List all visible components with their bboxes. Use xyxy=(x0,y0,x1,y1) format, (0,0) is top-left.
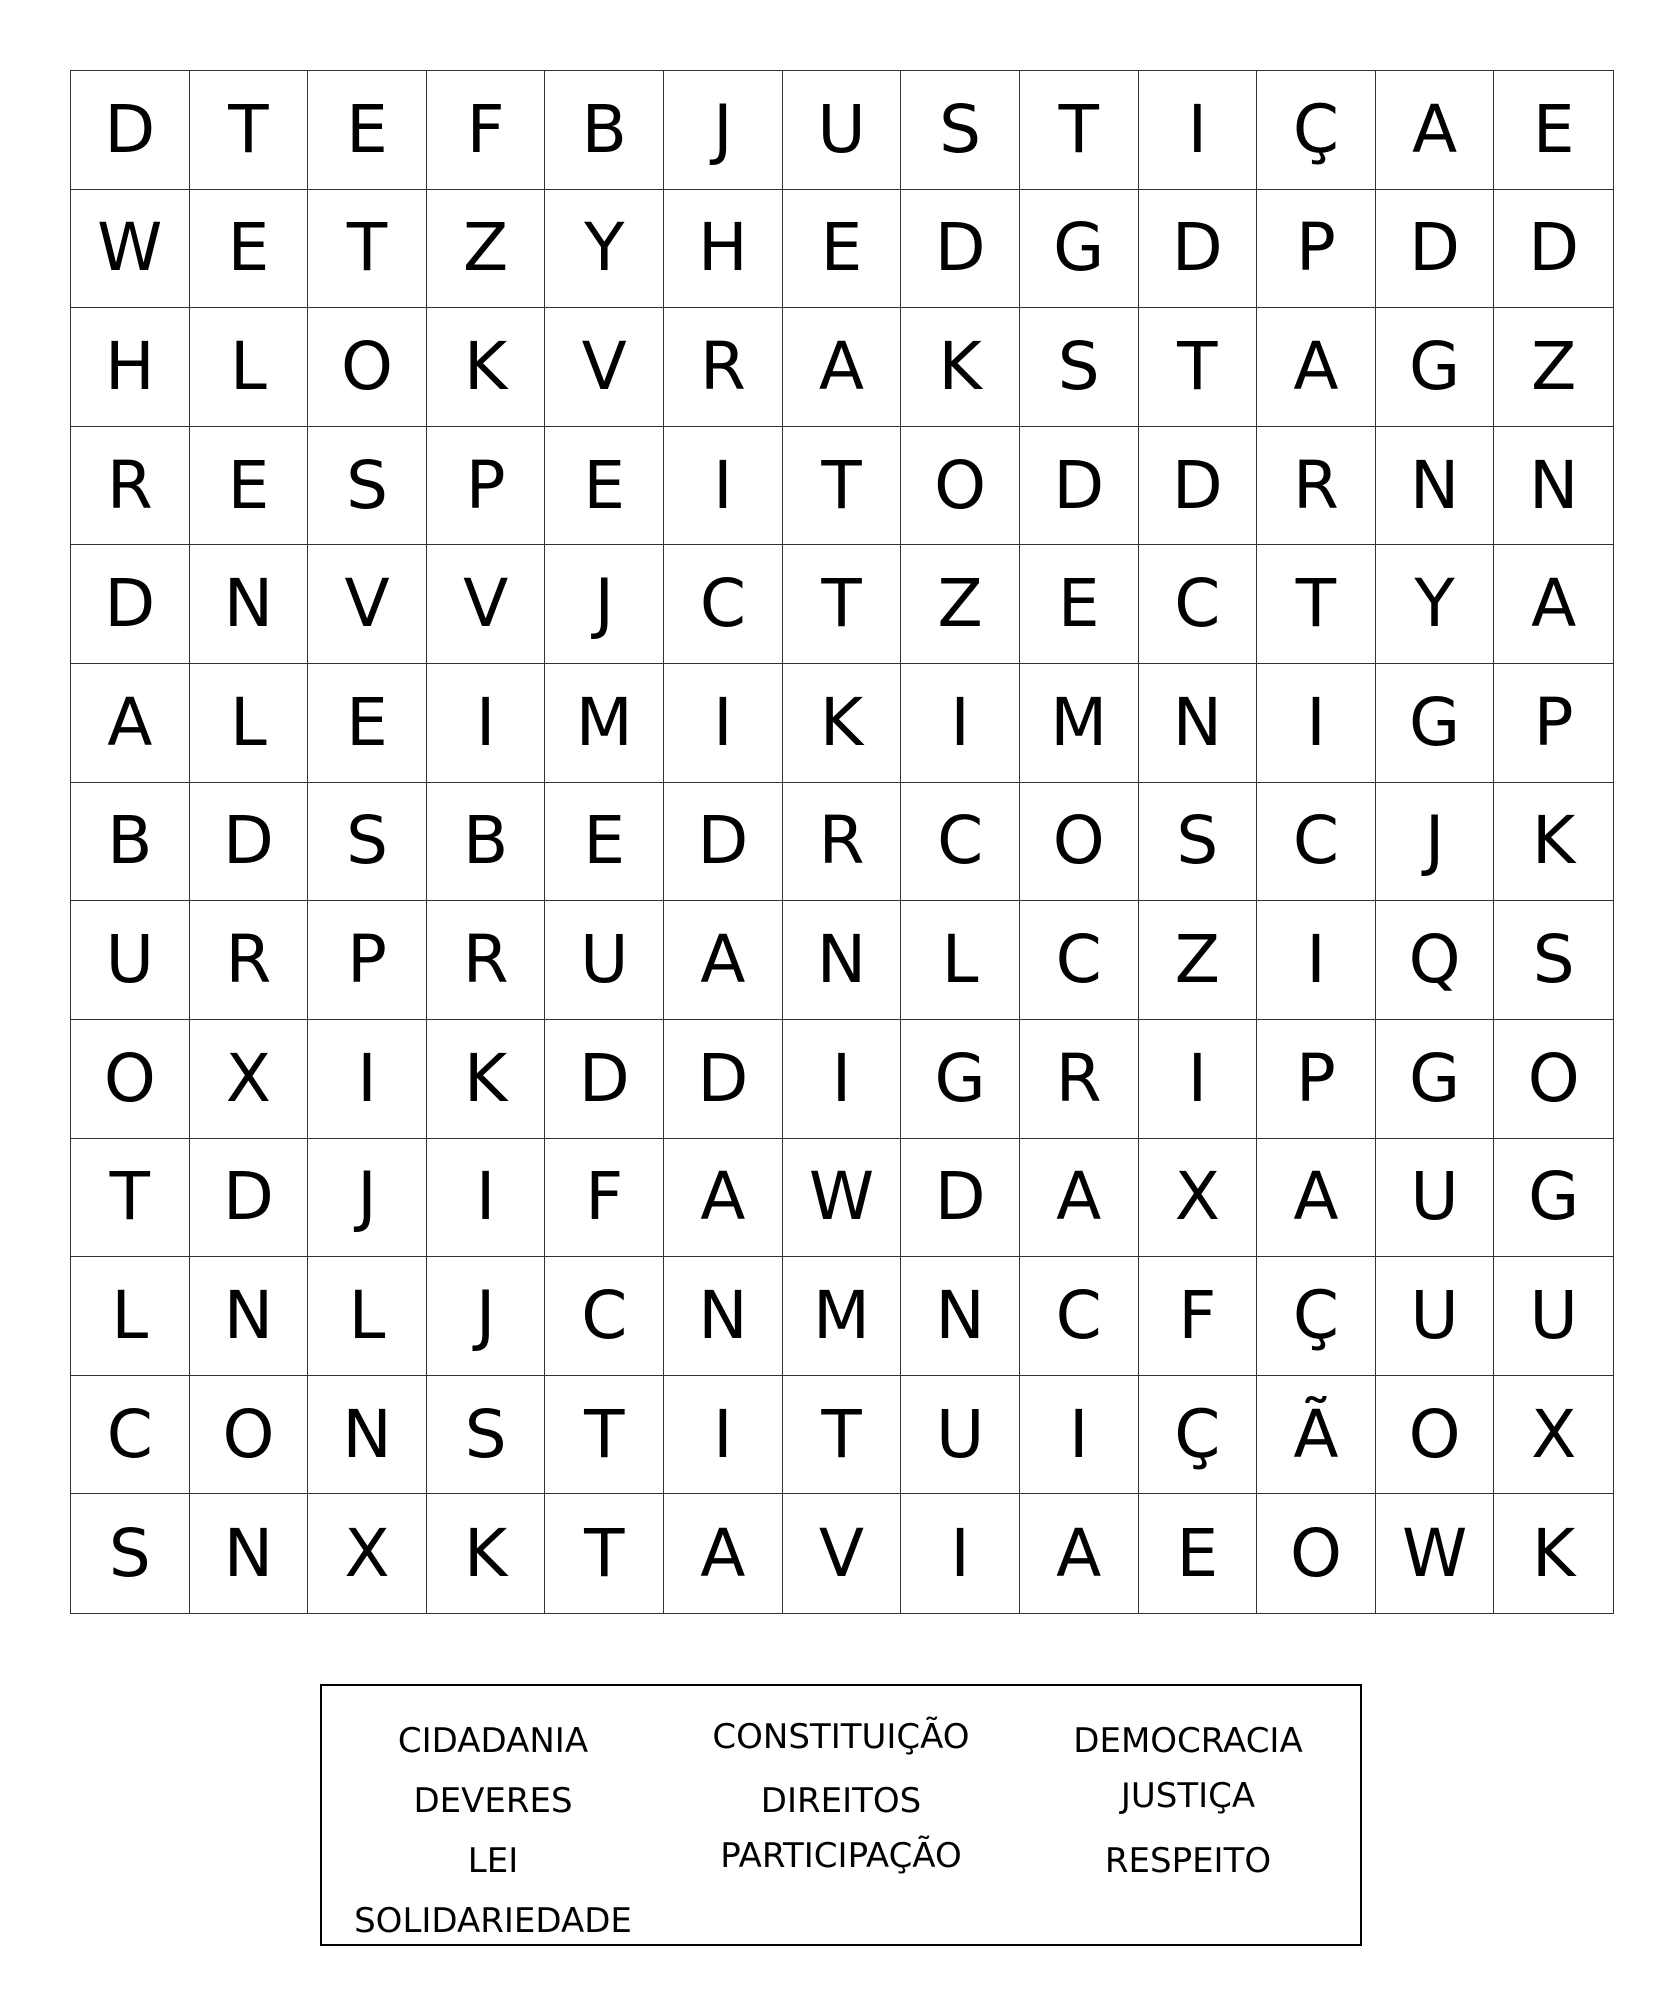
grid-cell[interactable]: S xyxy=(71,1494,190,1613)
grid-cell[interactable]: A xyxy=(71,664,190,783)
grid-cell[interactable]: T xyxy=(1257,545,1376,664)
grid-cell[interactable]: U xyxy=(1376,1257,1495,1376)
grid-cell[interactable]: V xyxy=(783,1494,902,1613)
grid-cell[interactable]: C xyxy=(71,1376,190,1495)
grid-cell[interactable]: I xyxy=(308,1020,427,1139)
grid-cell[interactable]: I xyxy=(427,664,546,783)
grid-cell[interactable]: L xyxy=(308,1257,427,1376)
grid-cell[interactable]: T xyxy=(1139,308,1258,427)
grid-cell[interactable]: D xyxy=(545,1020,664,1139)
grid-cell[interactable]: A xyxy=(1020,1139,1139,1258)
grid-cell[interactable]: E xyxy=(1020,545,1139,664)
grid-cell[interactable]: D xyxy=(1376,190,1495,309)
grid-cell[interactable]: R xyxy=(427,901,546,1020)
grid-cell[interactable]: Y xyxy=(1376,545,1495,664)
grid-cell[interactable]: J xyxy=(427,1257,546,1376)
grid-cell[interactable]: Ç xyxy=(1257,71,1376,190)
grid-cell[interactable]: I xyxy=(1139,1020,1258,1139)
grid-cell[interactable]: I xyxy=(783,1020,902,1139)
grid-cell[interactable]: I xyxy=(427,1139,546,1258)
grid-cell[interactable]: A xyxy=(664,1139,783,1258)
grid-cell[interactable]: D xyxy=(71,545,190,664)
grid-cell[interactable]: B xyxy=(71,783,190,902)
grid-cell[interactable]: C xyxy=(1139,545,1258,664)
grid-cell[interactable]: T xyxy=(783,427,902,546)
grid-cell[interactable]: K xyxy=(783,664,902,783)
grid-cell[interactable]: I xyxy=(1020,1376,1139,1495)
grid-cell[interactable]: I xyxy=(1139,71,1258,190)
word-bank-item: DEMOCRACIA xyxy=(1073,1721,1303,1761)
grid-cell[interactable]: A xyxy=(1494,545,1613,664)
grid-cell[interactable]: C xyxy=(664,545,783,664)
grid-cell[interactable]: O xyxy=(1376,1376,1495,1495)
grid-cell[interactable]: Y xyxy=(545,190,664,309)
grid-cell[interactable]: J xyxy=(664,71,783,190)
grid-cell[interactable]: B xyxy=(545,71,664,190)
word-bank-item: RESPEITO xyxy=(1104,1841,1272,1881)
grid-cell[interactable]: N xyxy=(308,1376,427,1495)
grid-cell[interactable]: C xyxy=(545,1257,664,1376)
grid-cell[interactable]: U xyxy=(1494,1257,1613,1376)
grid-cell[interactable]: O xyxy=(190,1376,309,1495)
grid-cell[interactable]: D xyxy=(190,1139,309,1258)
grid-cell[interactable]: E xyxy=(1139,1494,1258,1613)
grid-cell[interactable]: E xyxy=(190,427,309,546)
grid-cell[interactable]: R xyxy=(71,427,190,546)
grid-cell[interactable]: V xyxy=(427,545,546,664)
grid-cell[interactable]: U xyxy=(901,1376,1020,1495)
grid-cell[interactable]: S xyxy=(1020,308,1139,427)
grid-cell[interactable]: E xyxy=(308,664,427,783)
grid-cell[interactable]: U xyxy=(1376,1139,1495,1258)
grid-cell[interactable]: T xyxy=(1020,71,1139,190)
grid-cell[interactable]: D xyxy=(901,1139,1020,1258)
grid-cell[interactable]: N xyxy=(783,901,902,1020)
grid-cell[interactable]: D xyxy=(1139,190,1258,309)
grid-cell[interactable]: J xyxy=(545,545,664,664)
grid-cell[interactable]: R xyxy=(190,901,309,1020)
grid-cell[interactable]: O xyxy=(1257,1494,1376,1613)
grid-cell[interactable]: H xyxy=(664,190,783,309)
grid-cell[interactable]: K xyxy=(427,1494,546,1613)
grid-cell[interactable]: Z xyxy=(1494,308,1613,427)
grid-cell[interactable]: M xyxy=(1020,664,1139,783)
grid-cell[interactable]: B xyxy=(427,783,546,902)
grid-cell[interactable]: Z xyxy=(427,190,546,309)
grid-cell[interactable]: D xyxy=(1020,427,1139,546)
grid-cell[interactable]: F xyxy=(1139,1257,1258,1376)
grid-cell[interactable]: S xyxy=(901,71,1020,190)
grid-cell[interactable]: L xyxy=(190,308,309,427)
grid-cell[interactable]: N xyxy=(664,1257,783,1376)
word-bank-item: CONSTITUIÇÃO xyxy=(712,1717,970,1757)
grid-cell[interactable]: U xyxy=(71,901,190,1020)
grid-cell[interactable]: I xyxy=(664,664,783,783)
grid-cell[interactable]: U xyxy=(783,71,902,190)
grid-cell[interactable]: F xyxy=(545,1139,664,1258)
grid-cell[interactable]: T xyxy=(545,1376,664,1495)
grid-cell[interactable]: F xyxy=(427,71,546,190)
grid-cell[interactable]: E xyxy=(783,190,902,309)
grid-cell[interactable]: D xyxy=(190,783,309,902)
grid-cell[interactable]: G xyxy=(1376,308,1495,427)
grid-cell[interactable]: L xyxy=(901,901,1020,1020)
grid-cell[interactable]: A xyxy=(664,901,783,1020)
grid-cell[interactable]: K xyxy=(1494,783,1613,902)
grid-cell[interactable]: O xyxy=(1494,1020,1613,1139)
grid-cell[interactable]: H xyxy=(71,308,190,427)
grid-cell[interactable]: X xyxy=(1139,1139,1258,1258)
grid-cell[interactable]: K xyxy=(1532,1514,1576,1592)
grid-cell[interactable]: V xyxy=(545,308,664,427)
word-bank-item: SOLIDARIEDADE xyxy=(354,1901,632,1941)
word-bank xyxy=(320,1684,1362,1946)
grid-cell[interactable]: U xyxy=(545,901,664,1020)
grid-cell[interactable]: D xyxy=(664,783,783,902)
grid-cell[interactable]: Z xyxy=(901,545,1020,664)
grid-cell[interactable]: I xyxy=(901,664,1020,783)
grid-cell[interactable]: Ç xyxy=(1139,1376,1258,1495)
grid-cell[interactable]: E xyxy=(545,783,664,902)
grid-cell[interactable]: O xyxy=(308,308,427,427)
grid-cell[interactable]: M xyxy=(545,664,664,783)
grid-cell[interactable]: G xyxy=(1376,1020,1495,1139)
grid-cell[interactable]: O xyxy=(1020,783,1139,902)
word-bank-item: DIREITOS xyxy=(760,1781,922,1821)
grid-cell[interactable]: P xyxy=(1494,664,1613,783)
grid-cell[interactable]: X xyxy=(1494,1376,1613,1495)
grid-cell[interactable]: T xyxy=(783,545,902,664)
grid-cell[interactable]: D xyxy=(664,1020,783,1139)
grid-cell[interactable]: O xyxy=(901,427,1020,546)
word-bank-item: LEI xyxy=(467,1841,519,1881)
grid-cell[interactable]: N xyxy=(1376,427,1495,546)
grid-cell[interactable]: I xyxy=(664,1376,783,1495)
grid-cell[interactable]: C xyxy=(901,783,1020,902)
grid-cell[interactable]: P xyxy=(1257,190,1376,309)
grid-cell[interactable]: T xyxy=(545,1494,664,1613)
grid-cell[interactable]: D xyxy=(1139,427,1258,546)
grid-cell[interactable]: A xyxy=(1257,308,1376,427)
grid-cell[interactable]: Q xyxy=(1376,901,1495,1020)
grid-cell[interactable]: M xyxy=(783,1257,902,1376)
grid-cell[interactable]: N xyxy=(1494,427,1613,546)
word-search-grid xyxy=(70,70,1614,1614)
grid-cell[interactable]: K xyxy=(901,308,1020,427)
grid-cell[interactable]: E xyxy=(190,190,309,309)
grid-cell[interactable]: R xyxy=(664,308,783,427)
grid-cell[interactable]: G xyxy=(1494,1139,1613,1258)
grid-cell[interactable]: T xyxy=(308,190,427,309)
grid-cell[interactable]: S xyxy=(1139,783,1258,902)
grid-cell[interactable]: G xyxy=(901,1020,1020,1139)
grid-cell[interactable]: P xyxy=(308,901,427,1020)
grid-cell[interactable]: A xyxy=(1376,71,1495,190)
grid-cell[interactable]: Ã xyxy=(1257,1376,1376,1495)
grid-cell[interactable]: N xyxy=(190,545,309,664)
grid-cell[interactable]: X xyxy=(308,1494,427,1613)
grid-cell[interactable]: W xyxy=(1376,1494,1495,1613)
grid-cell[interactable]: J xyxy=(1376,783,1495,902)
grid-cell[interactable]: Ç xyxy=(1257,1257,1376,1376)
grid-cell[interactable]: I xyxy=(1257,664,1376,783)
grid-cell[interactable]: L xyxy=(190,664,309,783)
grid-cell[interactable]: I xyxy=(1257,901,1376,1020)
grid-cell[interactable]: S xyxy=(1494,901,1613,1020)
grid-cell[interactable]: E xyxy=(308,71,427,190)
grid-cell[interactable]: R xyxy=(783,783,902,902)
grid-cell[interactable]: C xyxy=(1020,901,1139,1020)
grid-cell[interactable]: O xyxy=(71,1020,190,1139)
grid-cell[interactable]: E xyxy=(1494,71,1613,190)
grid-cell[interactable]: N xyxy=(190,1494,309,1613)
grid-cell[interactable]: D xyxy=(901,190,1020,309)
grid-cell[interactable]: R xyxy=(1020,1020,1139,1139)
grid-cell[interactable]: X xyxy=(190,1020,309,1139)
word-bank-item: CIDADANIA xyxy=(397,1721,589,1761)
grid-cell[interactable]: N xyxy=(901,1257,1020,1376)
grid-cell[interactable]: P xyxy=(1257,1020,1376,1139)
word-bank-item: PARTICIPAÇÃO xyxy=(720,1836,962,1876)
grid-cell[interactable]: E xyxy=(545,427,664,546)
grid-cell[interactable]: W xyxy=(783,1139,902,1258)
grid-cell[interactable]: N xyxy=(1139,664,1258,783)
grid-cell[interactable]: S xyxy=(308,427,427,546)
grid-cell[interactable]: D xyxy=(71,71,190,190)
grid-cell[interactable]: S xyxy=(427,1376,546,1495)
grid-cell[interactable]: S xyxy=(308,783,427,902)
grid-cell[interactable]: L xyxy=(71,1257,190,1376)
grid-cell[interactable]: N xyxy=(190,1257,309,1376)
grid-cell[interactable]: T xyxy=(783,1376,902,1495)
grid-cell[interactable]: W xyxy=(71,190,190,309)
grid-cell[interactable]: D xyxy=(1494,190,1613,309)
grid-cell[interactable]: K xyxy=(427,1020,546,1139)
grid-cell[interactable]: Z xyxy=(1139,901,1258,1020)
grid-cell[interactable]: C xyxy=(1020,1257,1139,1376)
grid-cell[interactable]: C xyxy=(1257,783,1376,902)
grid-cell[interactable]: P xyxy=(427,427,546,546)
grid-cell[interactable]: I xyxy=(901,1494,1020,1613)
grid-cell[interactable]: T xyxy=(190,71,309,190)
grid-cell[interactable]: I xyxy=(664,427,783,546)
grid-cell[interactable]: V xyxy=(308,545,427,664)
grid-cell[interactable]: A xyxy=(783,308,902,427)
grid-cell[interactable]: K xyxy=(427,308,546,427)
word-bank-item: JUSTIÇA xyxy=(1120,1776,1256,1816)
grid-cell[interactable]: G xyxy=(1376,664,1495,783)
grid-cell[interactable]: A xyxy=(1020,1494,1139,1613)
word-bank-item: DEVERES xyxy=(413,1781,573,1821)
grid-cell[interactable]: A xyxy=(664,1494,783,1613)
grid-cell[interactable]: A xyxy=(1257,1139,1376,1258)
grid-cell[interactable]: J xyxy=(308,1139,427,1258)
grid-cell[interactable]: T xyxy=(71,1139,190,1258)
grid-cell[interactable]: R xyxy=(1257,427,1376,546)
grid-cell[interactable]: G xyxy=(1020,190,1139,309)
